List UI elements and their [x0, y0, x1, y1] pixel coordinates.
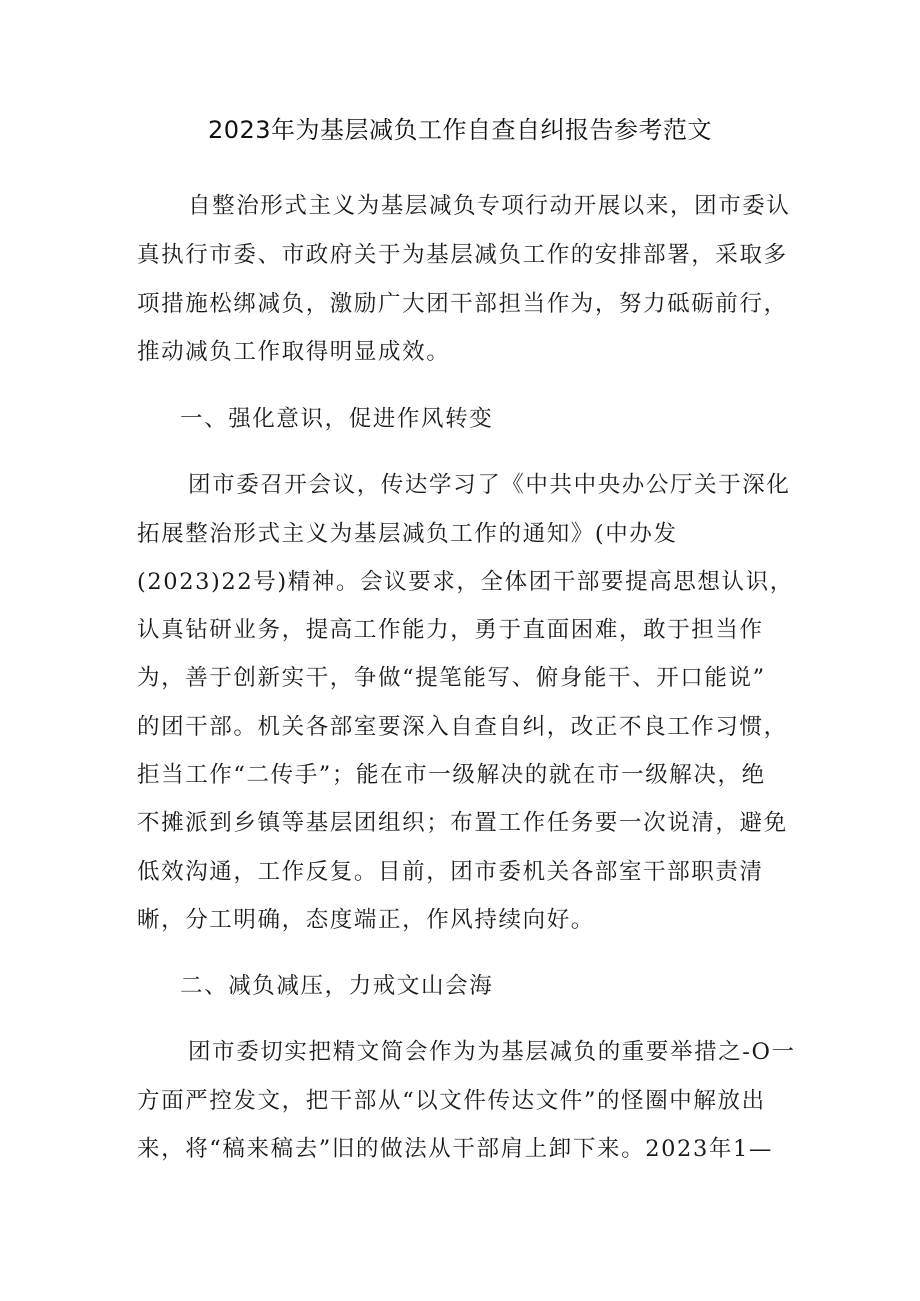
paragraph-line: (2023)22号)精神。会议要求，全体团干部要提高思想认识， [137, 569, 794, 595]
paragraph-line: 为，善于创新实干，争做“提笔能写、俯身能干、开口能说” [137, 665, 766, 691]
paragraph-line: 不摊派到乡镇等基层团组织；布置工作任务要一次说清，避免 [137, 810, 788, 836]
section-heading: 二、减负减压，力戒文山会海 [180, 973, 494, 999]
paragraph-line: 认真钻研业务，提高工作能力，勇于直面困难，敢于担当作 [137, 617, 764, 643]
paragraph-line: 方面严控发文，把干部从“以文件传达文件”的怪圈中解放出 [137, 1088, 766, 1114]
paragraph-line: 推动减负工作取得明显成效。 [137, 339, 451, 365]
paragraph-line: 低效沟通，工作反复。目前，团市委机关各部室干部职责清 [137, 859, 764, 885]
paragraph-line: 项措施松绑减负，激励广大团干部担当作为，努力砥砺前行， [137, 291, 788, 317]
section-heading: 一、强化意识，促进作风转变 [180, 406, 494, 432]
document-title: 2023年为基层减负工作自查自纠报告参考范文 [207, 116, 713, 144]
paragraph-line: 自整治形式主义为基层减负专项行动开展以来，团市委认 [188, 193, 791, 219]
paragraph-line: 来，将“稿来稿去”旧的做法从干部肩上卸下来。2023年1— [137, 1136, 773, 1162]
paragraph-line: 晰，分工明确，态度端正，作风持续向好。 [137, 907, 595, 933]
paragraph-line: 团市委切实把精文简会作为为基层减负的重要举措之-O一 [188, 1039, 796, 1065]
paragraph-line: 真执行市委、市政府关于为基层减负工作的安排部署，采取多 [137, 242, 788, 268]
paragraph-line: 拓展整治形式主义为基层减负工作的通知》(中办发 [137, 521, 678, 547]
paragraph-line: 团市委召开会议，传达学习了《中共中央办公厅关于深化 [188, 472, 791, 498]
paragraph-line: 拒当工作“二传手”；能在市一级解决的就在市一级解决，绝 [137, 762, 766, 788]
paragraph-line: 的团干部。机关各部室要深入自查自纠，改正不良工作习惯， [137, 714, 788, 740]
